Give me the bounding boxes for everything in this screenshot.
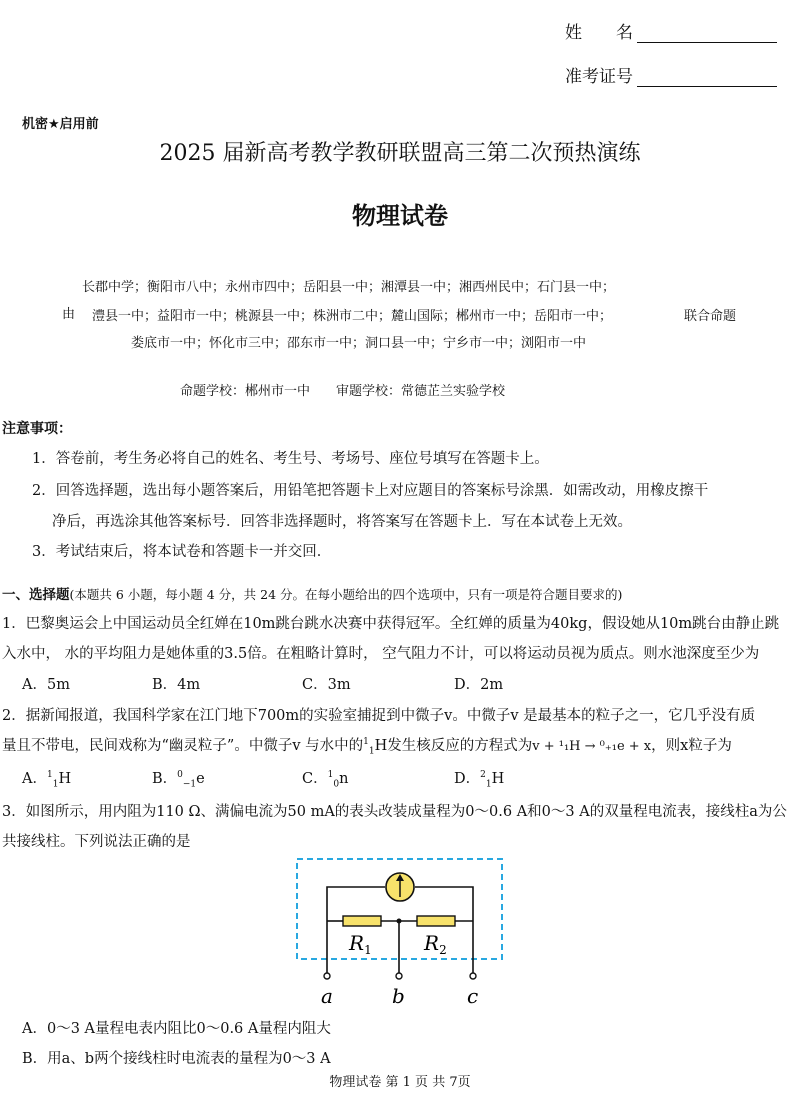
name-blank	[637, 25, 777, 43]
terminal-a	[324, 973, 330, 979]
resistor-r2	[417, 916, 455, 926]
q2-line-2	[2, 734, 732, 757]
name-label: 姓 名	[565, 23, 633, 43]
confidential-mark: 机密★启用前	[22, 117, 99, 132]
terminal-b	[396, 973, 402, 979]
section-1-heading: 一、选择题	[2, 587, 70, 603]
id-label: 准考证号	[565, 67, 633, 87]
q3-line-1: 3．如图所示，用内阻为110 Ω、满偏电流为50 mA的表头改装成量程为0～0.6 A和0～3 A的双量程电流表，接线柱a为公	[2, 804, 787, 820]
id-field	[565, 62, 777, 87]
q2-option-a-label: A．	[22, 771, 47, 787]
q2-option-b-sym: e	[196, 771, 205, 787]
q3-option-a: A．0～3 A量程电表内阻比0～0.6 A量程内阻大	[22, 1021, 331, 1037]
q2-option-a-nums: $^1_1$	[46, 770, 59, 790]
q2-h-nuclide: $^1_1$	[363, 737, 375, 757]
label-c: c	[467, 984, 479, 1005]
circuit-diagram	[285, 855, 515, 1005]
id-blank	[637, 69, 777, 87]
q2-option-c	[302, 767, 348, 790]
terminal-c	[470, 973, 476, 979]
schools-line-3: 娄底市一中；怀化市三中；邵东市一中；洞口县一中；宁乡市一中；浏阳市一中	[131, 336, 587, 351]
name-field	[565, 18, 777, 43]
section-1-desc: (本题共 6 小题，每小题 4 分，共 24 分。在每小题给出的四个选项中，只有一项是符合题目要求的)	[69, 587, 623, 602]
section-1-header	[2, 583, 622, 603]
exam-title: 2025 届新高考教学教研联盟高三第二次预热演练	[159, 141, 641, 166]
schools-line-1: 长郡中学；衡阳市八中；永州市四中；岳阳县一中；湘潭县一中；湘西州民中；石门县一中；	[82, 280, 616, 295]
note-item-3: 3．考试结束后，将本试卷和答题卡一并交回．	[32, 544, 332, 560]
label-b: b	[392, 984, 405, 1005]
q2-option-d-label: D．	[454, 771, 481, 787]
page-footer: 物理试卷 第 1 页 共 7页	[329, 1075, 471, 1090]
q1-option-d: D．2m	[454, 677, 504, 693]
q2-option-b	[152, 767, 205, 790]
q2-option-b-nums: $^0_{-1}$	[177, 770, 197, 790]
schools-line-2: 澧县一中；益阳市一中；桃源县一中；株洲市二中；麓山国际；郴州市一中；岳阳市一中；	[92, 309, 613, 324]
q1-line-2: 入水中， 水的平均阻力是她体重的3.5倍。在粗略计算时， 空气阻力不计，可以将运动员视为质点。则水池深度至少为	[2, 646, 760, 662]
q2-line-2-a: 量且不带电，民间戏称为“幽灵粒子”。中微子v 与水中的	[2, 738, 364, 754]
q2-option-c-label: C．	[302, 771, 328, 787]
q2-option-d-nums: $^2_1$	[480, 770, 492, 790]
q2-line-2-c: ，则x粒子为	[651, 738, 732, 754]
setter-schools: 命题学校：郴州市一中 审题学校：常德芷兰实验学校	[180, 384, 506, 399]
q2-equation: v + ¹₁H → ⁰₊₁e + x	[532, 739, 652, 754]
q1-line-1: 1．巴黎奥运会上中国运动员全红婵在10m跳台跳水决赛中获得冠军。全红婵的质量为40kg，假设她从10m跳台由静止跳	[2, 616, 780, 632]
q2-option-c-sym: n	[339, 771, 349, 787]
note-item-2: 2．回答选择题，选出每小题答案后，用铅笔把答题卡上对应题目的答案标号涂黑．如需改动，用橡皮擦干	[32, 483, 709, 499]
note-item-2-cont: 净后，再选涂其他答案标号．回答非选择题时，将答案写在答题卡上．写在本试卷上无效。	[52, 514, 632, 530]
q2-option-d-sym: H	[491, 771, 505, 787]
q1-option-b: B．4m	[152, 677, 201, 693]
schools-prefix: 由	[62, 307, 76, 322]
q2-line-2-b: H发生核反应的方程式为	[374, 738, 533, 754]
q2-option-d	[454, 767, 504, 790]
note-item-1: 1．答卷前，考生务必将自己的姓名、考生号、考场号、座位号填写在答题卡上。	[32, 451, 549, 467]
r1-label: $R_1$	[349, 931, 372, 957]
q2-option-b-label: B．	[152, 771, 178, 787]
label-a: a	[321, 984, 333, 1005]
resistor-r1	[343, 916, 381, 926]
subject-title: 物理试卷	[352, 202, 448, 230]
schools-suffix: 联合命题	[684, 309, 737, 324]
q1-option-c: C．3m	[302, 677, 351, 693]
q1-option-a: A．5m	[22, 677, 70, 693]
q2-option-a	[22, 767, 71, 790]
q2-line-1: 2．据新闻报道，我国科学家在江门地下700m的实验室捕捉到中微子v。中微子v 是最基本的粒子之一，它几乎没有质	[2, 708, 756, 724]
q3-line-2: 共接线柱。下列说法正确的是	[2, 834, 191, 850]
q2-option-c-nums: $^1_0$	[327, 770, 340, 790]
q3-option-b: B．用a、b两个接线柱时电流表的量程为0～3 A	[22, 1051, 331, 1067]
q2-option-a-sym: H	[58, 771, 72, 787]
notes-heading: 注意事项：	[2, 421, 72, 437]
r2-label: $R_2$	[424, 931, 447, 957]
